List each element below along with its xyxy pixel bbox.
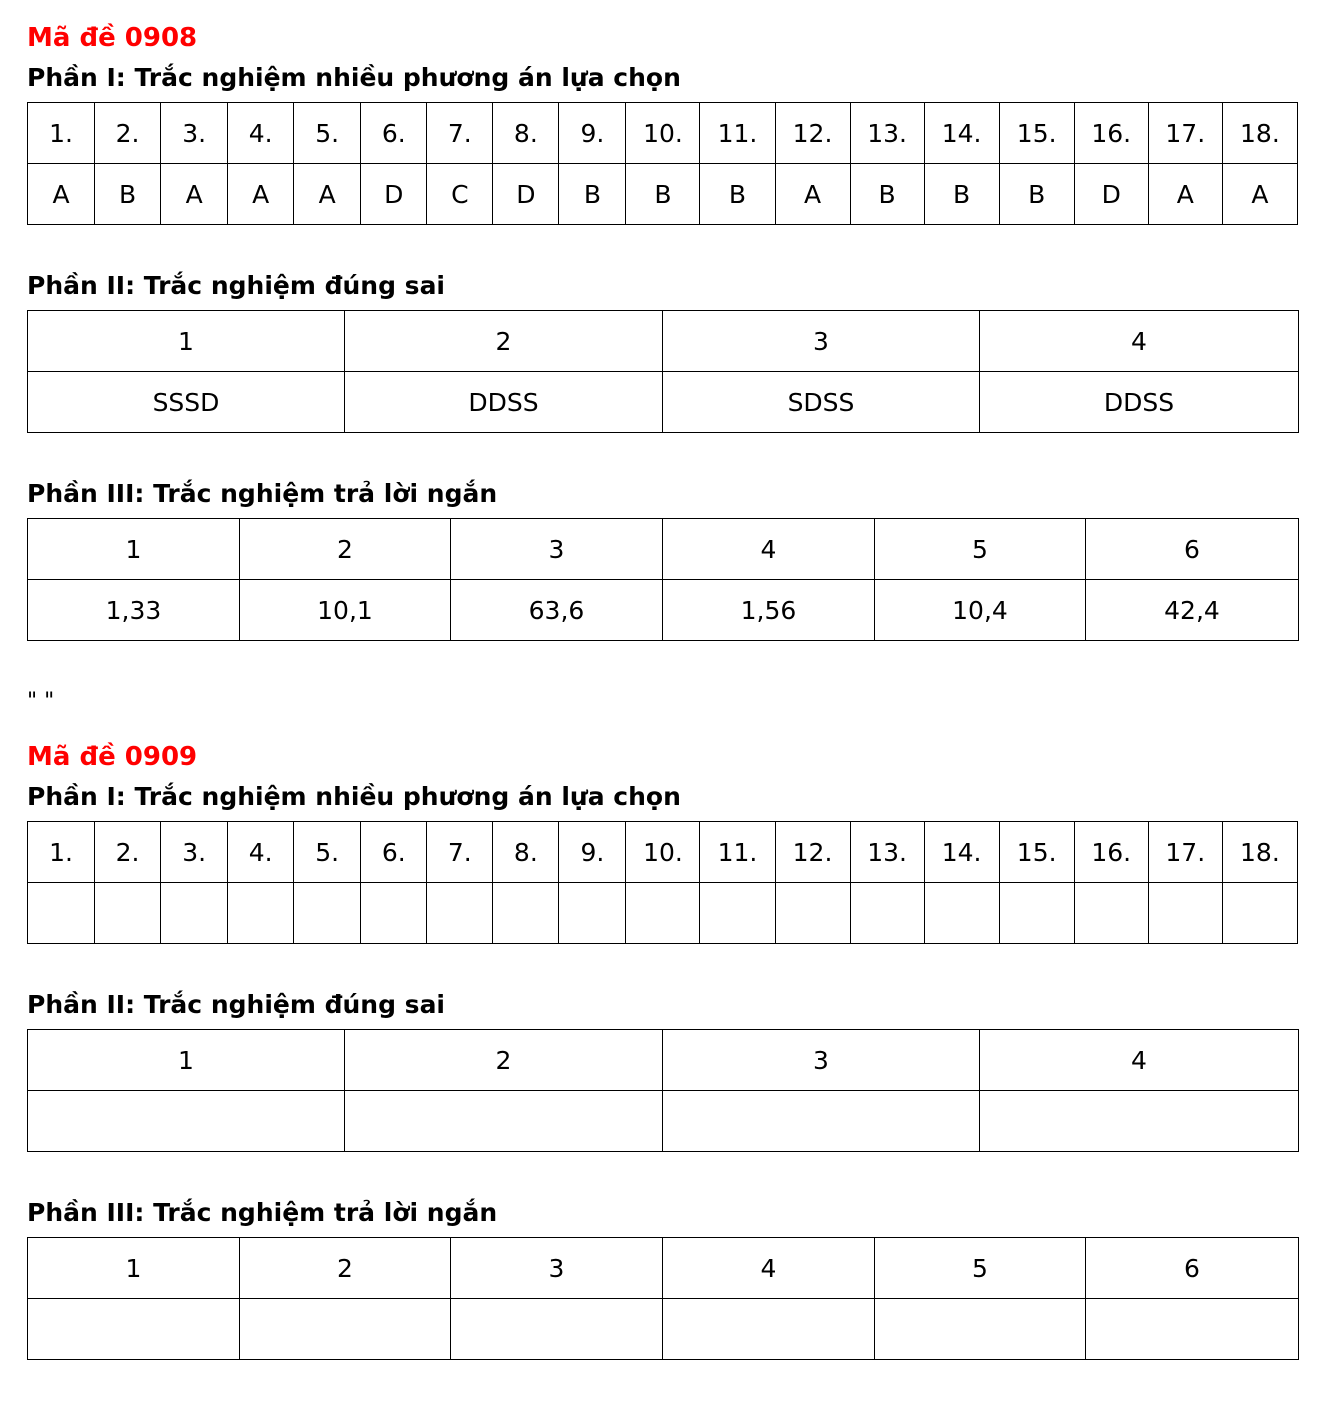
part1-header-row — [28, 103, 1298, 164]
question-number: 12. — [775, 822, 850, 883]
question-number: 15. — [999, 103, 1074, 164]
question-number: 6. — [361, 822, 427, 883]
question-number: 5 — [875, 519, 1086, 580]
answer-cell — [875, 1299, 1086, 1360]
answer-cell: D — [493, 164, 559, 225]
answer-cell: A — [28, 164, 95, 225]
question-number: 16. — [1074, 822, 1148, 883]
part1-header-row — [28, 822, 1298, 883]
answer-cell: C — [427, 164, 493, 225]
part2-answer-row — [28, 1091, 1299, 1152]
answer-cell: A — [775, 164, 850, 225]
question-number: 16. — [1074, 103, 1148, 164]
answer-cell — [700, 883, 775, 944]
question-number: 13. — [850, 822, 924, 883]
question-number: 4 — [663, 1238, 875, 1299]
question-number: 10. — [626, 103, 700, 164]
question-number: 6 — [1086, 519, 1299, 580]
part2-table-0908 — [27, 310, 1299, 433]
question-number: 4. — [228, 822, 294, 883]
answer-cell — [663, 1091, 980, 1152]
answer-cell: 10,1 — [240, 580, 451, 641]
question-number: 8. — [493, 822, 559, 883]
question-number: 2 — [345, 1030, 663, 1091]
answer-cell: A — [161, 164, 228, 225]
question-number: 1. — [28, 103, 95, 164]
answer-cell: B — [626, 164, 700, 225]
part3-answer-row — [28, 1299, 1299, 1360]
question-number: 15. — [999, 822, 1074, 883]
answer-cell — [626, 883, 700, 944]
question-number: 6. — [361, 103, 427, 164]
separator-text: " " — [27, 689, 55, 714]
answer-cell — [28, 1091, 345, 1152]
answer-cell — [999, 883, 1074, 944]
question-number: 11. — [700, 103, 775, 164]
question-number: 8. — [493, 103, 559, 164]
question-number: 2 — [345, 311, 663, 372]
answer-cell — [28, 1299, 240, 1360]
question-number: 2. — [95, 822, 161, 883]
answer-cell: B — [850, 164, 924, 225]
part3-title-0908: Phần III: Trắc nghiệm trả lời ngắn — [27, 479, 498, 508]
question-number: 14. — [924, 103, 999, 164]
question-number: 2 — [240, 1238, 451, 1299]
question-number: 1 — [28, 311, 345, 372]
answer-cell — [775, 883, 850, 944]
question-number: 4 — [663, 519, 875, 580]
question-number: 1 — [28, 519, 240, 580]
question-number: 10. — [626, 822, 700, 883]
answer-cell — [493, 883, 559, 944]
answer-cell — [980, 1091, 1299, 1152]
question-number: 3 — [663, 311, 980, 372]
answer-cell — [451, 1299, 663, 1360]
part1-table-0909 — [27, 821, 1298, 944]
part2-title-0909: Phần II: Trắc nghiệm đúng sai — [27, 990, 446, 1019]
part3-answer-row — [28, 580, 1299, 641]
answer-cell — [361, 883, 427, 944]
part2-answer-row — [28, 372, 1299, 433]
part1-title-0909: Phần I: Trắc nghiệm nhiều phương án lựa chọn — [27, 782, 681, 811]
part2-header-row — [28, 311, 1299, 372]
question-number: 3. — [161, 103, 228, 164]
part2-header-row — [28, 1030, 1299, 1091]
question-number: 1. — [28, 822, 95, 883]
question-number: 18. — [1222, 103, 1297, 164]
answer-cell: 1,56 — [663, 580, 875, 641]
part3-table-0909 — [27, 1237, 1299, 1360]
answer-cell: A — [228, 164, 294, 225]
question-number: 5. — [294, 103, 361, 164]
answer-cell: SDSS — [663, 372, 980, 433]
part2-table-0909 — [27, 1029, 1299, 1152]
answer-cell — [1086, 1299, 1299, 1360]
question-number: 17. — [1148, 822, 1222, 883]
question-number: 11. — [700, 822, 775, 883]
answer-cell — [294, 883, 361, 944]
question-number: 4. — [228, 103, 294, 164]
part3-table-0908 — [27, 518, 1299, 641]
part3-header-row — [28, 519, 1299, 580]
question-number: 13. — [850, 103, 924, 164]
answer-cell — [427, 883, 493, 944]
question-number: 7. — [427, 822, 493, 883]
part1-table-0908 — [27, 102, 1298, 225]
question-number: 18. — [1222, 822, 1297, 883]
answer-cell: B — [95, 164, 161, 225]
answer-cell: B — [700, 164, 775, 225]
question-number: 17. — [1148, 103, 1222, 164]
answer-cell — [161, 883, 228, 944]
question-number: 3. — [161, 822, 228, 883]
answer-cell: SSSD — [28, 372, 345, 433]
answer-cell: D — [1074, 164, 1148, 225]
answer-cell: B — [924, 164, 999, 225]
answer-cell — [228, 883, 294, 944]
part3-header-row — [28, 1238, 1299, 1299]
answer-cell: DDSS — [345, 372, 663, 433]
answer-key-document — [27, 0, 1298, 1360]
question-number: 9. — [559, 103, 626, 164]
answer-cell: 1,33 — [28, 580, 240, 641]
answer-cell — [1074, 883, 1148, 944]
part1-answer-row — [28, 883, 1298, 944]
answer-cell: B — [559, 164, 626, 225]
question-number: 5. — [294, 822, 361, 883]
part1-title-0908: Phần I: Trắc nghiệm nhiều phương án lựa chọn — [27, 63, 681, 92]
answer-cell: A — [1148, 164, 1222, 225]
question-number: 7. — [427, 103, 493, 164]
answer-cell — [1222, 883, 1297, 944]
part1-answer-row — [28, 164, 1298, 225]
part3-title-0909: Phần III: Trắc nghiệm trả lời ngắn — [27, 1198, 498, 1227]
question-number: 4 — [980, 311, 1299, 372]
question-number: 5 — [875, 1238, 1086, 1299]
question-number: 9. — [559, 822, 626, 883]
answer-cell — [559, 883, 626, 944]
answer-cell: DDSS — [980, 372, 1299, 433]
question-number: 14. — [924, 822, 999, 883]
answer-cell — [850, 883, 924, 944]
answer-cell — [95, 883, 161, 944]
answer-cell — [28, 883, 95, 944]
answer-cell: A — [1222, 164, 1297, 225]
question-number: 6 — [1086, 1238, 1299, 1299]
question-number: 2. — [95, 103, 161, 164]
question-number: 2 — [240, 519, 451, 580]
question-number: 3 — [451, 1238, 663, 1299]
answer-cell — [663, 1299, 875, 1360]
answer-cell — [240, 1299, 451, 1360]
question-number: 3 — [663, 1030, 980, 1091]
answer-cell — [924, 883, 999, 944]
answer-cell: 10,4 — [875, 580, 1086, 641]
answer-cell — [345, 1091, 663, 1152]
question-number: 1 — [28, 1238, 240, 1299]
answer-cell — [1148, 883, 1222, 944]
answer-cell: B — [999, 164, 1074, 225]
answer-cell: 42,4 — [1086, 580, 1299, 641]
question-number: 4 — [980, 1030, 1299, 1091]
question-number: 12. — [775, 103, 850, 164]
part2-title-0908: Phần II: Trắc nghiệm đúng sai — [27, 271, 446, 300]
exam-code-0909: Mã đề 0909 — [27, 742, 198, 772]
exam-code-0908: Mã đề 0908 — [27, 23, 198, 53]
answer-cell: 63,6 — [451, 580, 663, 641]
answer-cell: D — [361, 164, 427, 225]
question-number: 1 — [28, 1030, 345, 1091]
question-number: 3 — [451, 519, 663, 580]
answer-cell: A — [294, 164, 361, 225]
